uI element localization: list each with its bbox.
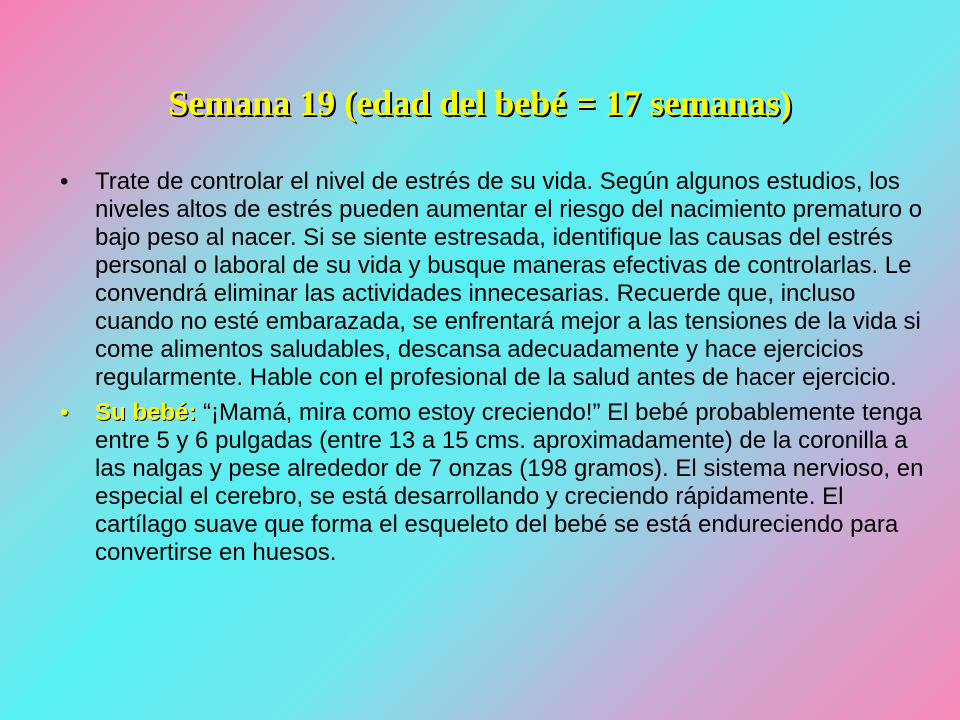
bullet-label-baby: Su bebé: — [95, 399, 204, 426]
bullet-list — [60, 168, 930, 574]
bullet-text-stress: Trate de controlar el nivel de estrés de su vida. Según algunos estudios, los niveles altos de estrés pueden aumentar el riesgo del nacimiento prematuro o bajo peso al nacer. Si se siente estresada, identifique las causas del estrés personal o laboral de su vida y busque maneras efectivas de controlarlas. Le convendrá eliminar las actividades innecesarias. Recuerde que, incluso cuando no esté embarazada, se enfrentará mejor a las tensiones de la vida si come alimentos saludables, descansa adecuadamente y hace ejercicios regularmente. Hable con el profesional de la salud antes de hacer ejercicio. — [95, 168, 923, 391]
bullet-text-baby: “¡Mamá, mira como estoy creciendo!” El bebé probablemente tenga entre 5 y 6 pulgadas (entre 13 a 15 cms. aproximadamente) de la coronilla a las nalgas y pese alrededor de 7 onzas (198 gramos). El sistema nervioso, en especial el cerebro, se está desarrollando y creciendo rápidamente. El cartílago suave que forma el esqueleto del bebé se está endureciendo para convertirse en huesos. — [95, 399, 924, 566]
slide-title: Semana 19 (edad del bebé = 17 semanas) — [168, 83, 792, 123]
bullet-item-baby — [60, 399, 930, 567]
bullet-item-stress — [60, 168, 930, 392]
bullet-icon: • — [60, 168, 69, 195]
bullet-icon: • — [60, 399, 69, 426]
